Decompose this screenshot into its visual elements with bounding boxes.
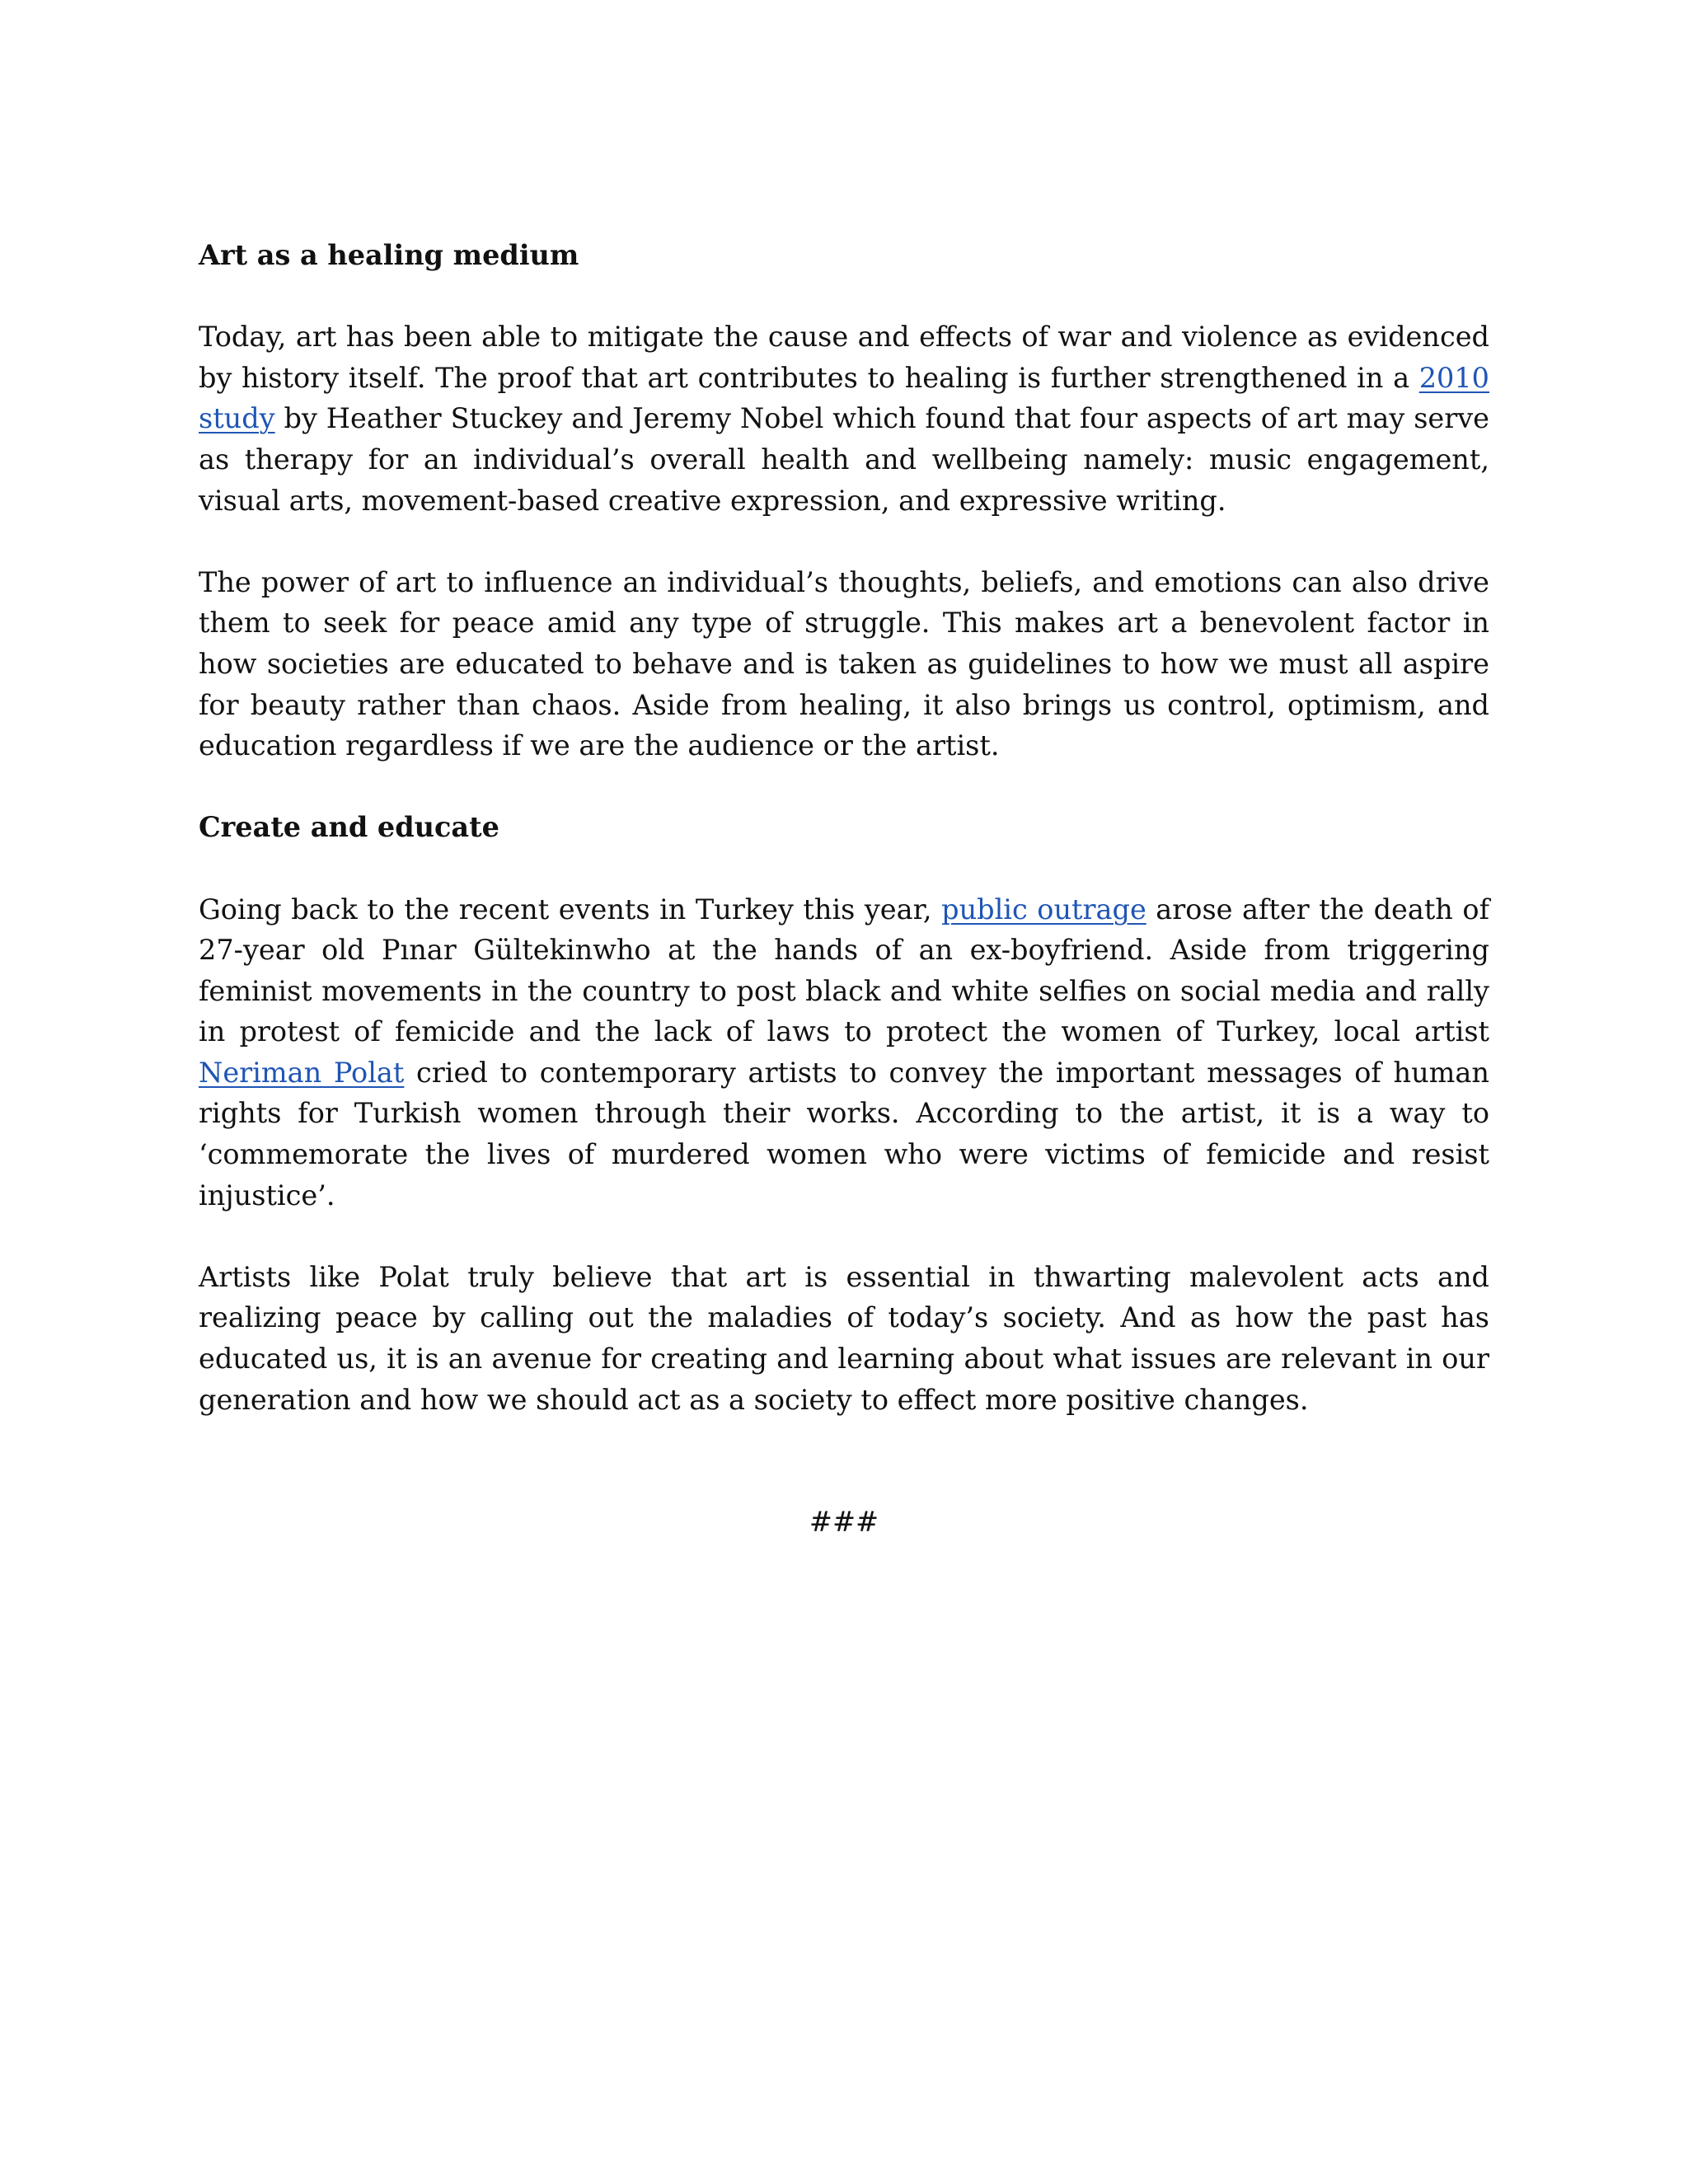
heading-art-as-healing-medium: Art as a healing medium: [199, 239, 579, 271]
heading-create-and-educate: Create and educate: [199, 811, 499, 844]
paragraph-power-of-art: The power of art to influence an individual’s thoughts, beliefs, and emotions can also drive them to seek for peace amid any type of struggle. This makes art a benevolent factor in how societies are educated to behave and is taken as guidelines to how we must all aspire for beauty rather than chaos. Aside from healing, it also brings us control, optimism, and education regardless if we are the audience or the artist.: [199, 565, 1489, 762]
link-neriman-polat[interactable]: Neriman Polat: [199, 1056, 405, 1089]
paragraph-text: Today, art has been able to mitigate the cause and effects of war and violence as evidenced by history itself. The proof that art contributes to healing is further strengthened in a: [199, 321, 1489, 394]
paragraph-turkey-events: [199, 889, 1489, 1216]
paragraph-artists-like-polat: Artists like Polat truly believe that art is essential in thwarting malevolent acts and realizing peace by calling out the maladies of today’s society. And as how the past has educated us, it is an avenue for creating and learning about what issues are relevant in our generation and how we should act as a society to effect more positive changes.: [199, 1260, 1489, 1416]
paragraph-healing-study: [199, 316, 1489, 521]
paragraph-text: arose after the death of 27-year old Pınar Gültekinwho at the hands of an ex-boyfriend. Aside from triggering feminist movements in the country to post black and white selfies on social media and rally in protest of femicide and the lack of laws to protect the women of Turkey, local artist: [199, 893, 1489, 1048]
paragraph-text: cried to contemporary artists to convey the important messages of human rights for Turkish women through their works. According to the artist, it is a way to ‘commemorate the lives of murdered women who were victims of femicide and resist injustice’.: [199, 1056, 1489, 1212]
paragraph-text: Going back to the recent events in Turkey this year,: [199, 893, 942, 926]
link-2010-study[interactable]: 2010 study: [199, 361, 1489, 435]
link-public-outrage[interactable]: public outrage: [941, 893, 1146, 926]
paragraph-text: by Heather Stuckey and Jeremy Nobel which found that four aspects of art may serve as therapy for an individual’s overall health and wellbeing namely: music engagement, visual arts, movement-based creative expression, and expressive writing.: [199, 402, 1489, 517]
document-page: [199, 235, 1489, 1543]
end-mark: ###: [809, 1506, 879, 1539]
